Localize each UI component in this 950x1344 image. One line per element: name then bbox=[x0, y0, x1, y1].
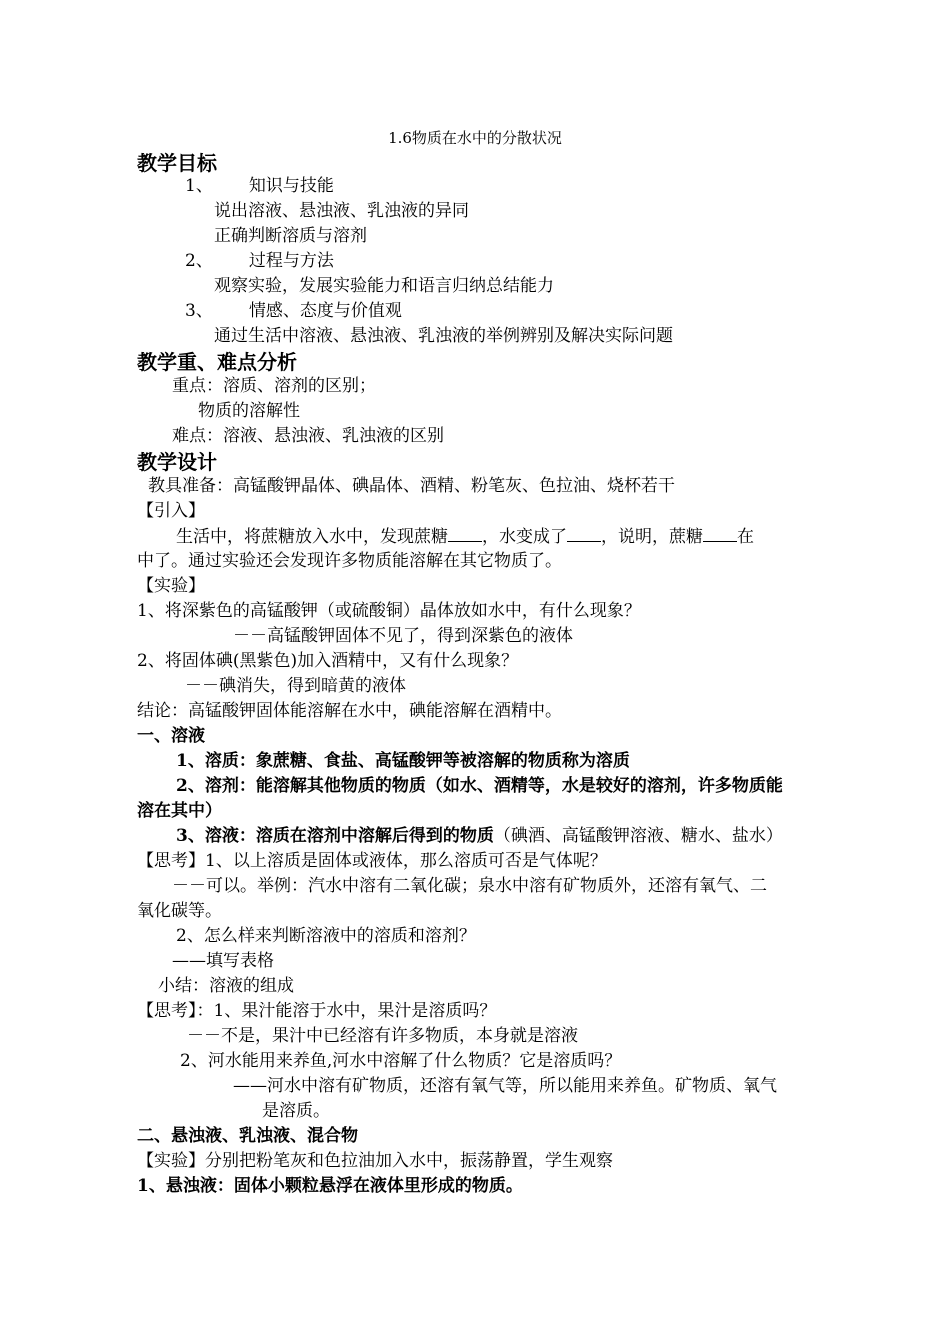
solution-examples: （碘酒、高锰酸钾溶液、糖水、盐水） bbox=[493, 826, 783, 846]
goal-3a: 通过生活中溶液、悬浊液、乳浊液的举例辨别及解决实际问题 bbox=[214, 326, 673, 346]
section-heading-solution: 一、溶液 bbox=[137, 726, 205, 746]
solution-definition bbox=[176, 825, 783, 847]
solution-definition-bold: 3、溶液：溶质在溶剂中溶解后得到的物质 bbox=[176, 826, 494, 846]
think-1-answer-cont: 氧化碳等。 bbox=[137, 901, 222, 921]
conclusion: 结论：高锰酸钾固体能溶解在水中，碘能溶解在酒精中。 bbox=[137, 701, 562, 721]
intro-text-1: 生活中，将蔗糖放入水中，发现蔗糖 bbox=[176, 527, 448, 547]
blank-1 bbox=[448, 525, 482, 542]
think-3: 【思考】：1、果汁能溶于水中，果汁是溶质吗？ bbox=[137, 1001, 497, 1021]
goal-1b: 正确判断溶质与溶剂 bbox=[214, 226, 367, 246]
think-1-answer: －－可以。举例：汽水中溶有二氧化碳；泉水中溶有矿物质外，还溶有氧气、二 bbox=[172, 876, 767, 896]
intro-paragraph bbox=[176, 525, 754, 548]
intro-text-3: ，说明，蔗糖 bbox=[601, 527, 703, 547]
think-4-answer-cont: 是溶质。 bbox=[262, 1101, 330, 1121]
think-4: 2、河水能用来养鱼,河水中溶解了什么物质？它是溶质吗？ bbox=[180, 1051, 622, 1071]
blank-3 bbox=[703, 525, 737, 542]
experiment-2: 2、将固体碘(黑紫色)加入酒精中，又有什么现象？ bbox=[137, 651, 519, 671]
intro-text-2: ，水变成了 bbox=[482, 527, 567, 547]
think-1: 【思考】1、以上溶质是固体或液体，那么溶质可否是气体呢？ bbox=[137, 851, 607, 871]
summary: 小结：溶液的组成 bbox=[158, 976, 294, 996]
intro-text-4: 在 bbox=[737, 527, 754, 547]
think-3-answer: －－不是，果汁中已经溶有许多物质，本身就是溶液 bbox=[187, 1026, 578, 1046]
experiment-2-answer: －－碘消失，得到暗黄的液体 bbox=[185, 676, 406, 696]
suspension-definition: 1、悬浊液：固体小颗粒悬浮在液体里形成的物质。 bbox=[137, 1176, 523, 1196]
experiment-1-answer: －－高锰酸钾固体不见了，得到深紫色的液体 bbox=[233, 626, 573, 646]
intro-tag: 【引入】 bbox=[137, 501, 205, 521]
difficult-point: 难点：溶液、悬浊液、乳浊液的区别 bbox=[172, 426, 444, 446]
think-2: 2、怎么样来判断溶液中的溶质和溶剂？ bbox=[176, 926, 476, 946]
section-heading-design: 教学设计 bbox=[137, 450, 217, 474]
goal-2-text: 过程与方法 bbox=[248, 251, 334, 271]
section-heading-keypoints: 教学重、难点分析 bbox=[137, 350, 297, 374]
blank-2 bbox=[567, 525, 601, 542]
section-heading-suspension: 二、悬浊液、乳浊液、混合物 bbox=[137, 1126, 358, 1146]
page-title: 1.6物质在水中的分散状况 bbox=[388, 129, 562, 147]
intro-line-2: 中了。通过实验还会发现许多物质能溶解在其它物质了。 bbox=[137, 551, 562, 571]
key-point-1: 重点：溶质、溶剂的区别； bbox=[172, 376, 376, 396]
suspension-experiment: 【实验】分别把粉笔灰和色拉油加入水中，振荡静置，学生观察 bbox=[137, 1151, 613, 1171]
teaching-tools: 教具准备：高锰酸钾晶体、碘晶体、酒精、粉笔灰、色拉油、烧杯若干 bbox=[148, 476, 675, 496]
experiment-1: 1、将深紫色的高锰酸钾（或硫酸铜）晶体放如水中，有什么现象？ bbox=[137, 601, 641, 621]
experiment-tag: 【实验】 bbox=[137, 576, 205, 596]
goal-2 bbox=[185, 250, 334, 272]
key-point-2: 物质的溶解性 bbox=[198, 401, 300, 421]
solvent-definition-cont: 溶在其中） bbox=[137, 801, 222, 821]
goal-1a: 说出溶液、悬浊液、乳浊液的异同 bbox=[214, 201, 469, 221]
think-4-answer: ——河水中溶有矿物质，还溶有氧气等，所以能用来养鱼。矿物质、氧气 bbox=[233, 1076, 777, 1096]
section-heading-goals: 教学目标 bbox=[137, 151, 217, 175]
think-2-answer: ——填写表格 bbox=[172, 951, 274, 971]
solvent-definition: 2、溶剂：能溶解其他物质的物质（如水、酒精等，水是较好的溶剂，许多物质能 bbox=[176, 776, 783, 796]
goal-1-number: 1、 bbox=[185, 176, 213, 196]
goal-3-number: 3、 bbox=[185, 301, 213, 321]
solute-definition: 1、溶质：象蔗糖、食盐、高锰酸钾等被溶解的物质称为溶质 bbox=[176, 751, 630, 771]
goal-2a: 观察实验，发展实验能力和语言归纳总结能力 bbox=[214, 276, 554, 296]
goal-2-number: 2、 bbox=[185, 251, 213, 271]
goal-3-text: 情感、态度与价值观 bbox=[248, 301, 402, 321]
goal-1 bbox=[185, 175, 334, 197]
goal-1-text: 知识与技能 bbox=[248, 176, 334, 196]
goal-3 bbox=[185, 300, 402, 322]
